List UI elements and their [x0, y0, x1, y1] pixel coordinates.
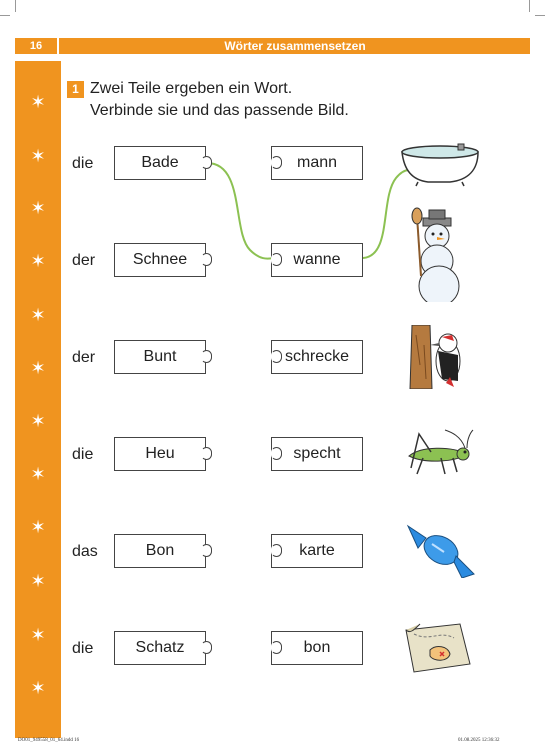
word-label: Heu: [145, 445, 175, 462]
word-piece-second[interactable]: [271, 340, 363, 374]
star-icon: ✶: [30, 678, 46, 698]
word-label: karte: [299, 542, 335, 559]
snowman-icon[interactable]: [411, 206, 471, 302]
puzzle-knob: [201, 544, 212, 557]
star-icon: ✶: [30, 358, 46, 378]
star-icon: ✶: [30, 464, 46, 484]
word-label: Bunt: [143, 348, 177, 365]
print-footer-date: 01.08.2025 12:36:32: [458, 738, 500, 743]
puzzle-knob: [201, 156, 212, 169]
word-piece-first[interactable]: [114, 146, 206, 180]
task-line-2: Verbinde sie und das passende Bild.: [90, 102, 349, 119]
word-label: Bon: [145, 542, 175, 559]
article: der: [72, 252, 96, 269]
puzzle-notch: [271, 350, 282, 363]
star-icon: ✶: [30, 517, 46, 537]
article: das: [72, 543, 98, 560]
word-piece-second[interactable]: [271, 243, 363, 277]
word-piece-first[interactable]: [114, 340, 206, 374]
puzzle-notch: [271, 253, 282, 266]
word-piece-second[interactable]: [271, 631, 363, 665]
task-line-1: Zwei Teile ergeben ein Wort.: [90, 80, 293, 97]
article: die: [72, 640, 94, 657]
puzzle-notch: [271, 447, 282, 460]
puzzle-knob: [201, 447, 212, 460]
star-icon: ✶: [30, 198, 46, 218]
grasshopper-icon[interactable]: [401, 428, 475, 480]
word-label: Schnee: [132, 251, 188, 268]
word-label: mann: [296, 154, 338, 171]
word-piece-first[interactable]: [114, 243, 206, 277]
candy-icon[interactable]: [404, 522, 478, 578]
word-piece-second[interactable]: [271, 437, 363, 471]
star-icon: ✶: [30, 251, 46, 271]
star-icon: ✶: [30, 625, 46, 645]
article: der: [72, 349, 96, 366]
puzzle-knob: [201, 641, 212, 654]
puzzle-notch: [271, 641, 282, 654]
word-label: Schatz: [135, 639, 185, 656]
puzzle-notch: [271, 544, 282, 557]
page-title: Wörter zusammensetzen: [224, 39, 366, 53]
word-label: schrecke: [284, 348, 350, 365]
task-number: 1: [67, 81, 84, 98]
article: die: [72, 155, 94, 172]
woodpecker-icon[interactable]: [408, 325, 470, 389]
word-label: specht: [293, 445, 341, 462]
puzzle-knob: [201, 253, 212, 266]
bathtub-icon[interactable]: [398, 140, 482, 188]
word-piece-first[interactable]: [114, 631, 206, 665]
word-piece-second[interactable]: [271, 146, 363, 180]
word-piece-first[interactable]: [114, 437, 206, 471]
star-icon: ✶: [30, 571, 46, 591]
word-label: bon: [303, 639, 331, 656]
article: die: [72, 446, 94, 463]
word-label: wanne: [293, 251, 341, 268]
puzzle-knob: [201, 350, 212, 363]
star-icon: ✶: [30, 146, 46, 166]
star-icon: ✶: [30, 411, 46, 431]
word-piece-first[interactable]: [114, 534, 206, 568]
connection-line: [207, 163, 275, 259]
word-piece-second[interactable]: [271, 534, 363, 568]
print-footer-file: DO01_949558_01_64.indd 16: [18, 738, 80, 743]
page-number: 16: [29, 40, 43, 52]
star-icon: ✶: [30, 92, 46, 112]
treasure-map-icon[interactable]: [400, 620, 474, 674]
star-icon: ✶: [30, 305, 46, 325]
puzzle-notch: [271, 156, 282, 169]
word-label: Bade: [141, 154, 179, 171]
